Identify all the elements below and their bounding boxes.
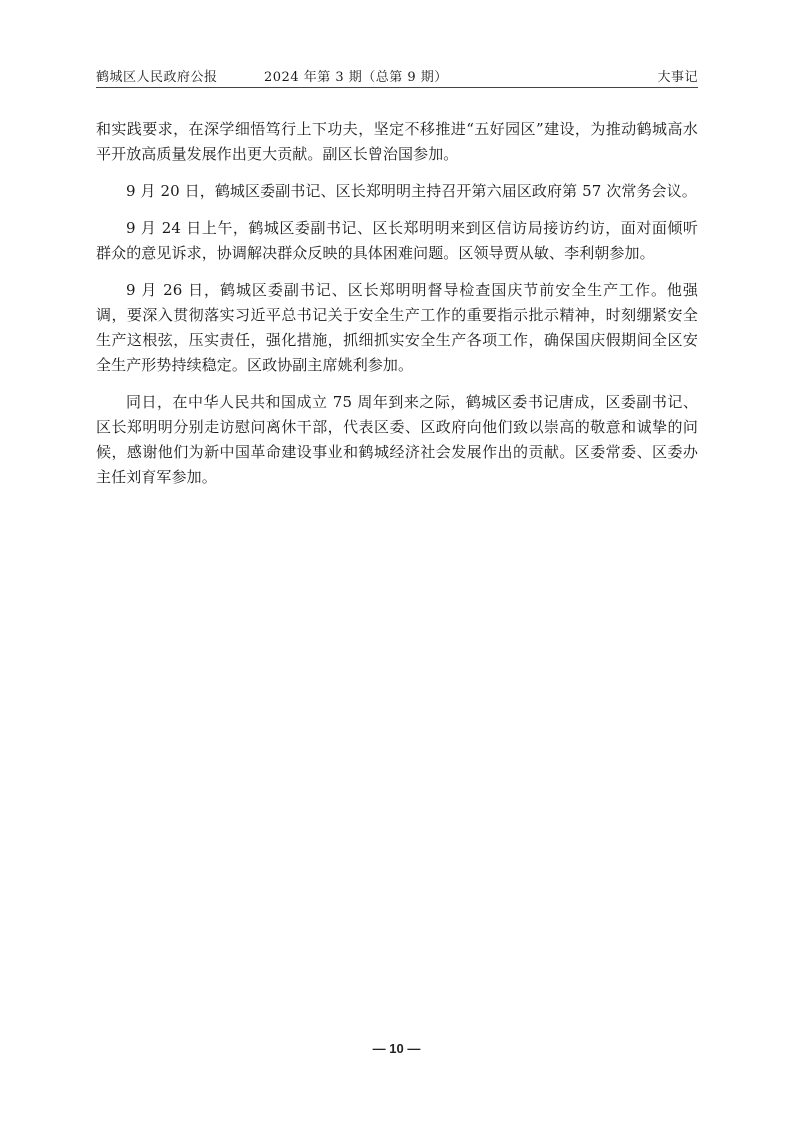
publication-title: 鹤城区人民政府公报 [96,70,218,85]
paragraph-sep-24: 9 月 24 日上午，鹤城区委副书记、区长郑明明来到区信访局接访约访，面对面倾听群众的意见诉求，协调解决群众反映的具体困难问题。区领导贾从敏、李利朝参加。 [96,219,698,262]
section-title: 大事记 [657,70,698,85]
paragraph-continuation: 和实践要求，在深学细悟笃行上下功夫，坚定不移推进“五好园区”建设，为推动鹤城高水平开放高质量发展作出更大贡献。副区长曾治国参加。 [96,120,698,163]
issue-label: 2024 年第 3 期（总第 9 期） [264,70,448,85]
header-divider [96,87,698,88]
document-body [96,117,698,502]
page-number: — 10 — [372,1041,421,1056]
paragraph-sep-26: 9 月 26 日，鹤城区委副书记、区长郑明明督导检查国庆节前安全生产工作。他强调，要深入贯彻落实习近平总书记关于安全生产工作的重要指示批示精神，时刻绷紧安全生产这根弦，压实责任，强化措施，抓细抓实安全生产各项工作，确保国庆假期间全区安全生产形势持续稳定。区政协副主席姚利参加。 [96,281,698,374]
paragraph-sep-20: 9 月 20 日，鹤城区委副书记、区长郑明明主持召开第六届区政府第 57 次常务会议。 [126,182,697,200]
paragraph-same-day: 同日，在中华人民共和国成立 75 周年到来之际，鹤城区委书记唐成，区委副书记、区长郑明明分别走访慰问离休干部，代表区委、区政府向他们致以崇高的敬意和诚挚的问候，感谢他们为新中国革命建设事业和鹤城经济社会发展作出的贡献。区委常委、区委办主任刘育军参加。 [96,393,698,486]
page-header [96,66,698,84]
